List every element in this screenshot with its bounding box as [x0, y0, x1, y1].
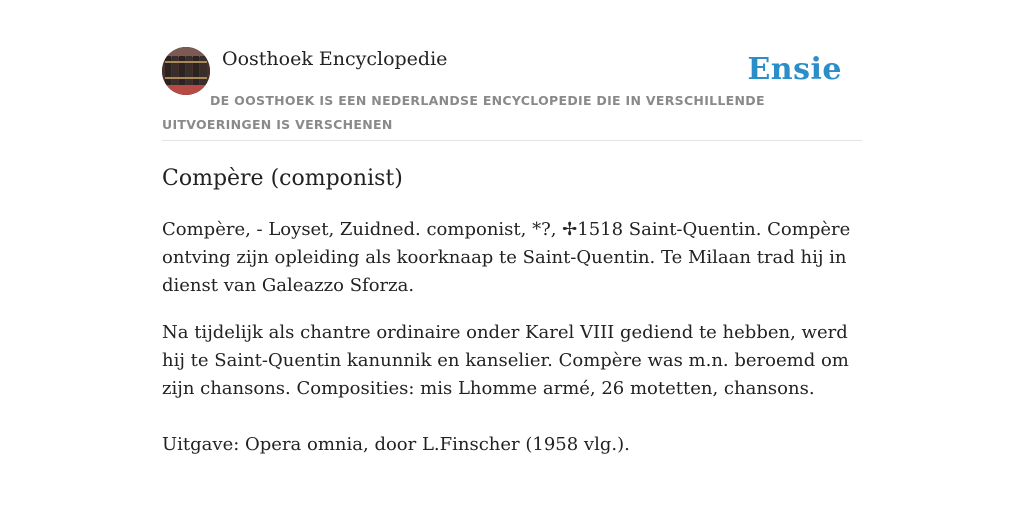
encyclopedia-books-icon[interactable] [162, 47, 210, 95]
article-paragraph: Na tijdelijk als chantre ordinaire onder Karel VIII gediend te hebben, werd hij te Saint-Quentin kanunnik en kanselier. Compère was m.n. beroemd om zijn chansons. Composities: mis Lhomme armé, 26 motetten, chansons. [162, 322, 849, 399]
site-name[interactable]: Oosthoek Encyclopedie [222, 48, 448, 70]
article-paragraph: Uitgave: Opera omnia, door L.Finscher (1958 vlg.). [162, 434, 630, 455]
site-tagline: DE OOSTHOEK IS EEN NEDERLANDSE ENCYCLOPEDIE DIE IN VERSCHILLENDE UITVOERINGEN IS VERSCHENEN [162, 93, 765, 132]
site-header [162, 46, 862, 141]
ensie-logo[interactable]: Ensie [747, 52, 842, 87]
article [162, 160, 862, 459]
article-title: Compère (componist) [162, 166, 403, 191]
article-paragraph: Compère, - Loyset, Zuidned. componist, *?, ✢1518 Saint-Quentin. Compère ontving zijn opleiding als koorknaap te Saint-Quentin. Te Milaan trad hij in dienst van Galeazzo Sforza. [162, 219, 851, 296]
